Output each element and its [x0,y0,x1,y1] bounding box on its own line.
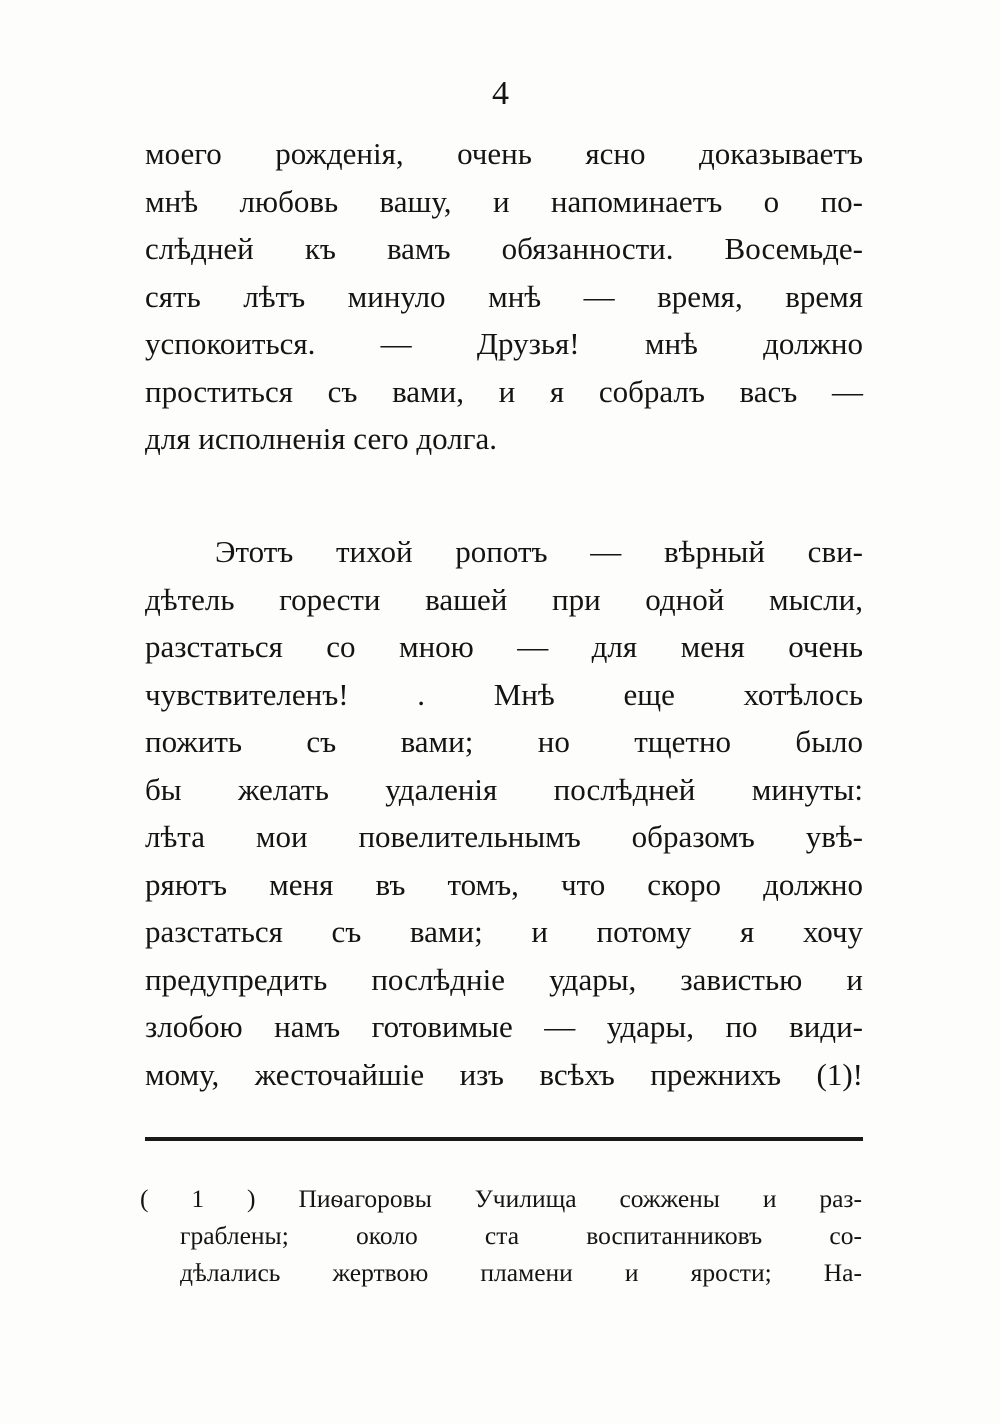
text-line: Этотъ тихой ропотъ — вѣрный сви- [215,534,863,569]
text-line: пожить съ вами; но тщетно было [145,724,863,759]
paragraph-2 [145,528,863,1098]
text-line: ряютъ меня въ томъ, что скоро должно [145,866,863,902]
text-line: злобою намъ готовимые — удары, по види- [145,1009,863,1044]
text-line: мнѣ любовь вашу, и напоминаетъ о по- [145,183,863,219]
text-line: лѣта мои повелительнымъ образомъ увѣ- [145,819,863,854]
footnote-divider [145,1137,863,1141]
text-line: бы желать удаленія послѣдней минуты: [145,771,863,807]
footnote-line: дѣлались жертвою пламени и ярости; На- [180,1258,862,1287]
text-line: чувствителенъ! . Мнѣ еще хотѣлось [145,676,863,712]
text-line: разстаться со мною — для меня очень [145,629,863,664]
text-line: разстаться съ вами; и потому я хочу [145,914,863,949]
text-line: мому, жесточайшіе изъ всѣхъ прежнихъ (1)! [145,1056,863,1092]
paragraph-1 [145,130,863,463]
text-line: успокоиться. — Друзья! мнѣ должно [145,326,863,361]
text-line: для исполненія сего долга. [145,421,497,456]
text-line: слѣдней къ вамъ обязанности. Восемьде- [145,231,863,266]
text-line: моего рожденія, очень ясно доказываетъ [145,136,863,171]
text-line: проститься съ вами, и я собралъ васъ — [145,373,863,409]
text-line: предупредить послѣдніе удары, завистью и [145,961,863,997]
page-number: 4 [492,75,509,112]
footnote [140,1180,862,1291]
footnote-line: ( 1 ) Пиѳагоровы Училища сожжены и раз- [140,1184,862,1213]
text-line: сять лѣтъ минуло мнѣ — время, время [145,278,863,314]
text-line: дѣтель горести вашей при одной мысли, [145,581,863,617]
footnote-line: граблены; около ста воспитанниковъ со- [180,1221,862,1250]
